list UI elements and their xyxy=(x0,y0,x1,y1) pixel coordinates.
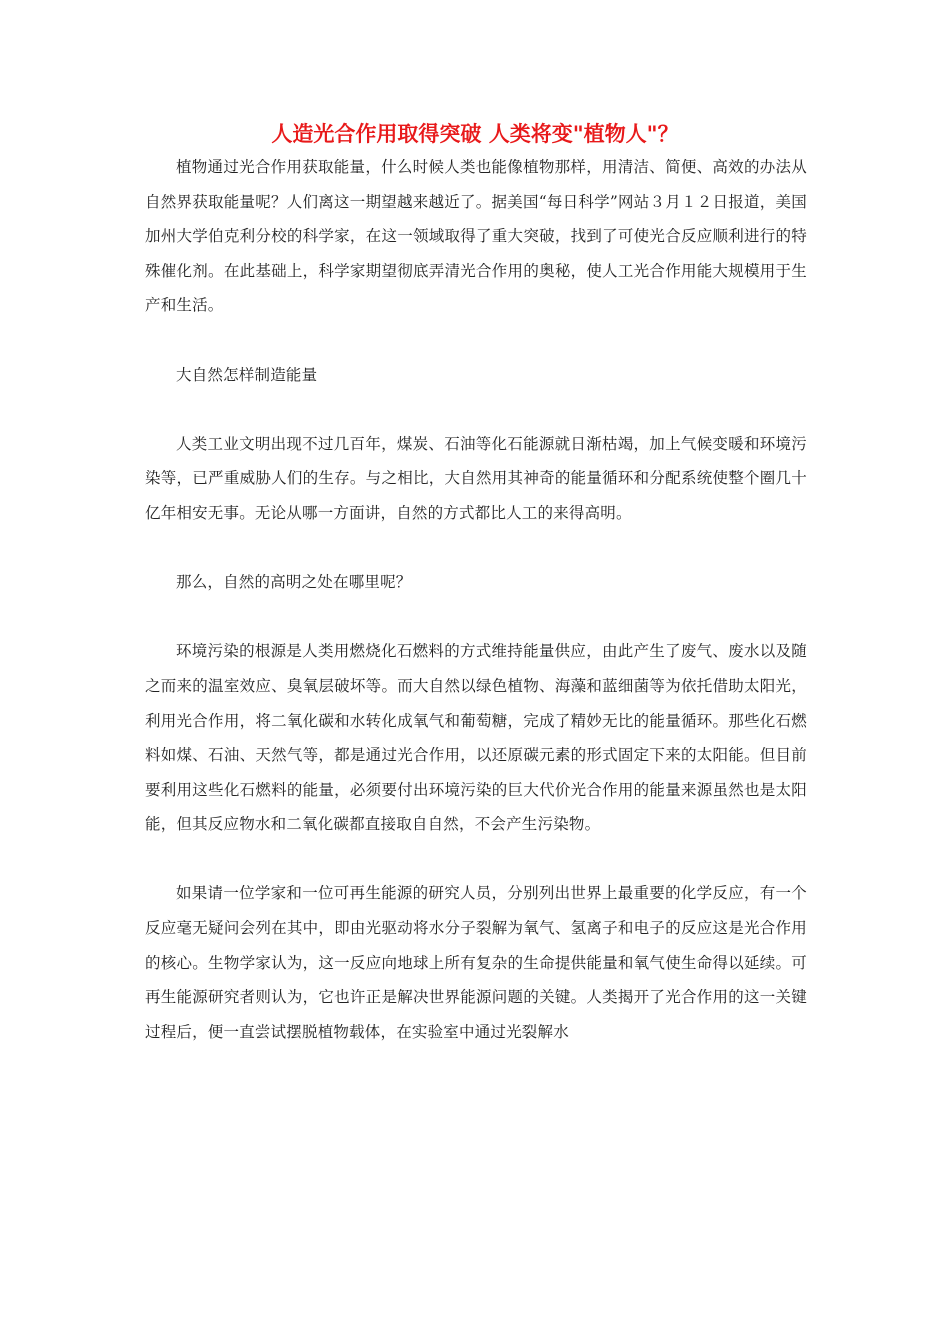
paragraph-water-splitting: 如果请一位学家和一位可再生能源的研究人员，分别列出世界上最重要的化学反应，有一个反应毫无疑问会列在其中，即由光驱动将水分子裂解为氧气、氢离子和电子的反应这是光合作用的核心。生物学家认为，这一反应向地球上所有复杂的生命提供能量和氧气使生命得以延续。可再生能源研究者则认为，它也许正是解决世界能源问题的关键。人类揭开了光合作用的这一关键过程后，便一直尝试摆脱植物载体，在实验室中通过光裂解水 xyxy=(145,884,807,1041)
article-title: 人造光合作用取得突破 人类将变"植物人"？ xyxy=(271,122,679,146)
paragraph-pollution: 环境污染的根源是人类用燃烧化石燃料的方式维持能量供应，由此产生了废气、废水以及随之而来的温室效应、臭氧层破坏等。而大自然以绿色植物、海藻和蓝细菌等为依托借助太阳光，利用光合作用，将二氧化碳和水转化成氧气和葡萄糖，完成了精妙无比的能量循环。那些化石燃料如煤、石油、天然气等，都是通过光合作用，以还原碳元素的形式固定下来的太阳能。但目前要利用这些化石燃料的能量，必须要付出环境污染的巨大代价光合作用的能量来源虽然也是太阳能，但其反应物水和二氧化碳都直接取自自然，不会产生污染物。 xyxy=(145,642,807,834)
paragraph-gap xyxy=(145,842,807,877)
paragraph-gap xyxy=(145,323,807,358)
paragraph-intro: 植物通过光合作用获取能量，什么时候人类也能像植物那样，用清洁、简便、高效的办法从自然界获取能量呢？人们离这一期望越来越近了。据美国“每日科学”网站３月１２日报道，美国加州大学伯克利分校的科学家，在这一领域取得了重大突破，找到了可使光合反应顺利进行的特殊催化剂。在此基础上，科学家期望彻底弄清光合作用的奥秘，使人工光合作用能大规模用于生产和生活。 xyxy=(145,158,807,315)
article-body xyxy=(145,150,807,1049)
section-heading-nature-energy: 大自然怎样制造能量 xyxy=(176,365,318,384)
paragraph-question: 那么，自然的高明之处在哪里呢？ xyxy=(176,573,412,592)
paragraph-gap xyxy=(145,392,807,427)
paragraph-gap xyxy=(145,600,807,635)
paragraph-industrial-civilization: 人类工业文明出现不过几百年，煤炭、石油等化石能源就日渐枯竭，加上气候变暖和环境污染等，已严重威胁人们的生存。与之相比，大自然用其神奇的能量循环和分配系统使整个圈几十亿年相安无事。无论从哪一方面讲，自然的方式都比人工的来得高明。 xyxy=(145,434,807,522)
paragraph-gap xyxy=(145,531,807,566)
